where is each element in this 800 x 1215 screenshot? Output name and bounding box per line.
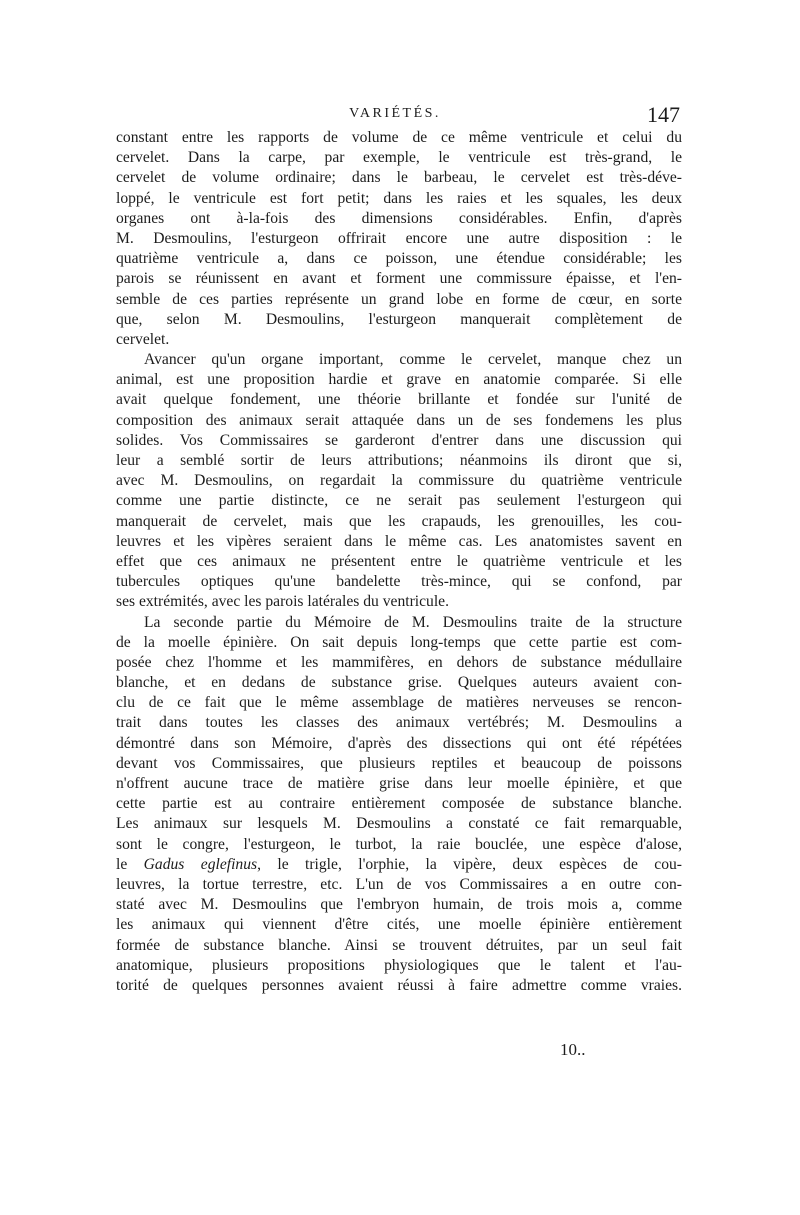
text-line: formée de substance blanche. Ainsi se trouvent détruites, par un seul fait	[116, 936, 682, 954]
text-line: constant entre les rapports de volume de ce même ventricule et celui du	[116, 129, 682, 146]
text-line: de la moelle épinière. On sait depuis long-temps que cette partie est com-	[116, 633, 682, 651]
text-line: le Gadus eglefinus, le trigle, l'orphie, la vipère, deux espèces de cou-	[116, 855, 682, 873]
page-number: 147	[647, 102, 680, 127]
text-line: que, selon M. Desmoulins, l'esturgeon manquerait complètement de	[116, 310, 682, 328]
text-line: leuvres, la tortue terrestre, etc. L'un de vos Commissaires a en outre con-	[116, 875, 682, 893]
body-text	[116, 128, 682, 996]
signature-mark: 10..	[560, 1040, 586, 1059]
text-line: Les animaux sur lesquels M. Desmoulins a constaté ce fait remarquable,	[116, 815, 682, 833]
text-line: cervelet.	[116, 330, 170, 348]
text-line: cervelet. Dans la carpe, par exemple, le ventricule est très-grand, le	[116, 149, 682, 167]
text-line: parois se réunissent en avant et forment une commissure épaisse, et l'en-	[116, 270, 682, 288]
text-line: composition des animaux serait attaquée dans un de ses fondemens les plus	[116, 411, 682, 429]
species-name: Gadus eglefinus	[143, 855, 258, 873]
text-line: comme une partie distincte, ce ne serait pas seulement l'esturgeon qui	[116, 492, 682, 510]
text-line: blanche, et en dedans de substance grise. Quelques auteurs avaient con-	[116, 674, 682, 692]
text-line: avec M. Desmoulins, on regardait la commissure du quatrième ventricule	[116, 472, 682, 490]
text-line: effet que ces animaux ne présentent entre le quatrième ventricule et les	[116, 552, 682, 570]
text-line: les animaux qui viennent d'être cités, une moelle épinière entièrement	[116, 916, 682, 934]
text-line: cette partie est au contraire entièrement composée de substance blanche.	[116, 795, 682, 813]
text-line: manquerait de cervelet, mais que les crapauds, les grenouilles, les cou-	[116, 512, 682, 530]
text-line: quatrième ventricule a, dans ce poisson, une étendue considérable; les	[116, 250, 682, 268]
text-line: sont le congre, l'esturgeon, le turbot, la raie bouclée, une espèce d'alose,	[116, 835, 682, 853]
text-line: clu de ce fait que le même assemblage de matières nerveuses se rencon-	[116, 694, 682, 712]
text-line: La seconde partie du Mémoire de M. Desmoulins traite de la structure	[144, 613, 682, 631]
text-line: cervelet de volume ordinaire; dans le barbeau, le cervelet est très-déve-	[116, 169, 682, 187]
text-line: M. Desmoulins, l'esturgeon offrirait encore une autre disposition : le	[116, 229, 682, 247]
text-line: trait dans toutes les classes des animaux vertébrés; M. Desmoulins a	[116, 714, 682, 732]
text-line: torité de quelques personnes avaient réussi à faire admettre comme vraies.	[116, 976, 682, 994]
text-line: organes ont à-la-fois des dimensions considérables. Enfin, d'après	[116, 209, 682, 227]
text-line: staté avec M. Desmoulins que l'embryon humain, de trois mois a, comme	[116, 896, 682, 914]
text-line: solides. Vos Commissaires se garderont d'entrer dans une discussion qui	[116, 431, 682, 449]
text-line: leur a semblé sortir de leurs attributions; néanmoins ils diront que si,	[116, 452, 682, 469]
text-line: n'offrent aucune trace de matière grise dans leur moelle épinière, et que	[116, 775, 682, 792]
text-line: devant vos Commissaires, que plusieurs reptiles et beaucoup de poissons	[116, 754, 682, 772]
text-line: tubercules optiques qu'une bandelette très-mince, qui se confond, par	[116, 573, 682, 591]
running-head: VARIÉTÉS.	[349, 106, 441, 121]
text-line: démontré dans son Mémoire, d'après des dissections qui ont été répétées	[116, 734, 682, 752]
text-line: animal, est une proposition hardie et grave en anatomie comparée. Si elle	[116, 371, 682, 389]
text-line: anatomique, plusieurs propositions physiologiques que le talent et l'au-	[116, 956, 682, 974]
text-line: Avancer qu'un organe important, comme le cervelet, manque chez un	[144, 351, 682, 369]
text-line: leuvres et les vipères seraient dans le même cas. Les anatomistes savent en	[116, 532, 682, 550]
text-line: avait quelque fondement, une théorie brillante et fondée sur l'unité de	[116, 391, 682, 409]
text-line: ses extrémités, avec les parois latérales du ventricule.	[116, 593, 449, 611]
text-line: semble de ces parties représente un grand lobe en forme de cœur, en sorte	[116, 290, 682, 308]
text-line: loppé, le ventricule est fort petit; dans les raies et les squales, les deux	[116, 189, 682, 207]
text-line: posée chez l'homme et les mammifères, en dehors de substance médullaire	[116, 653, 682, 671]
